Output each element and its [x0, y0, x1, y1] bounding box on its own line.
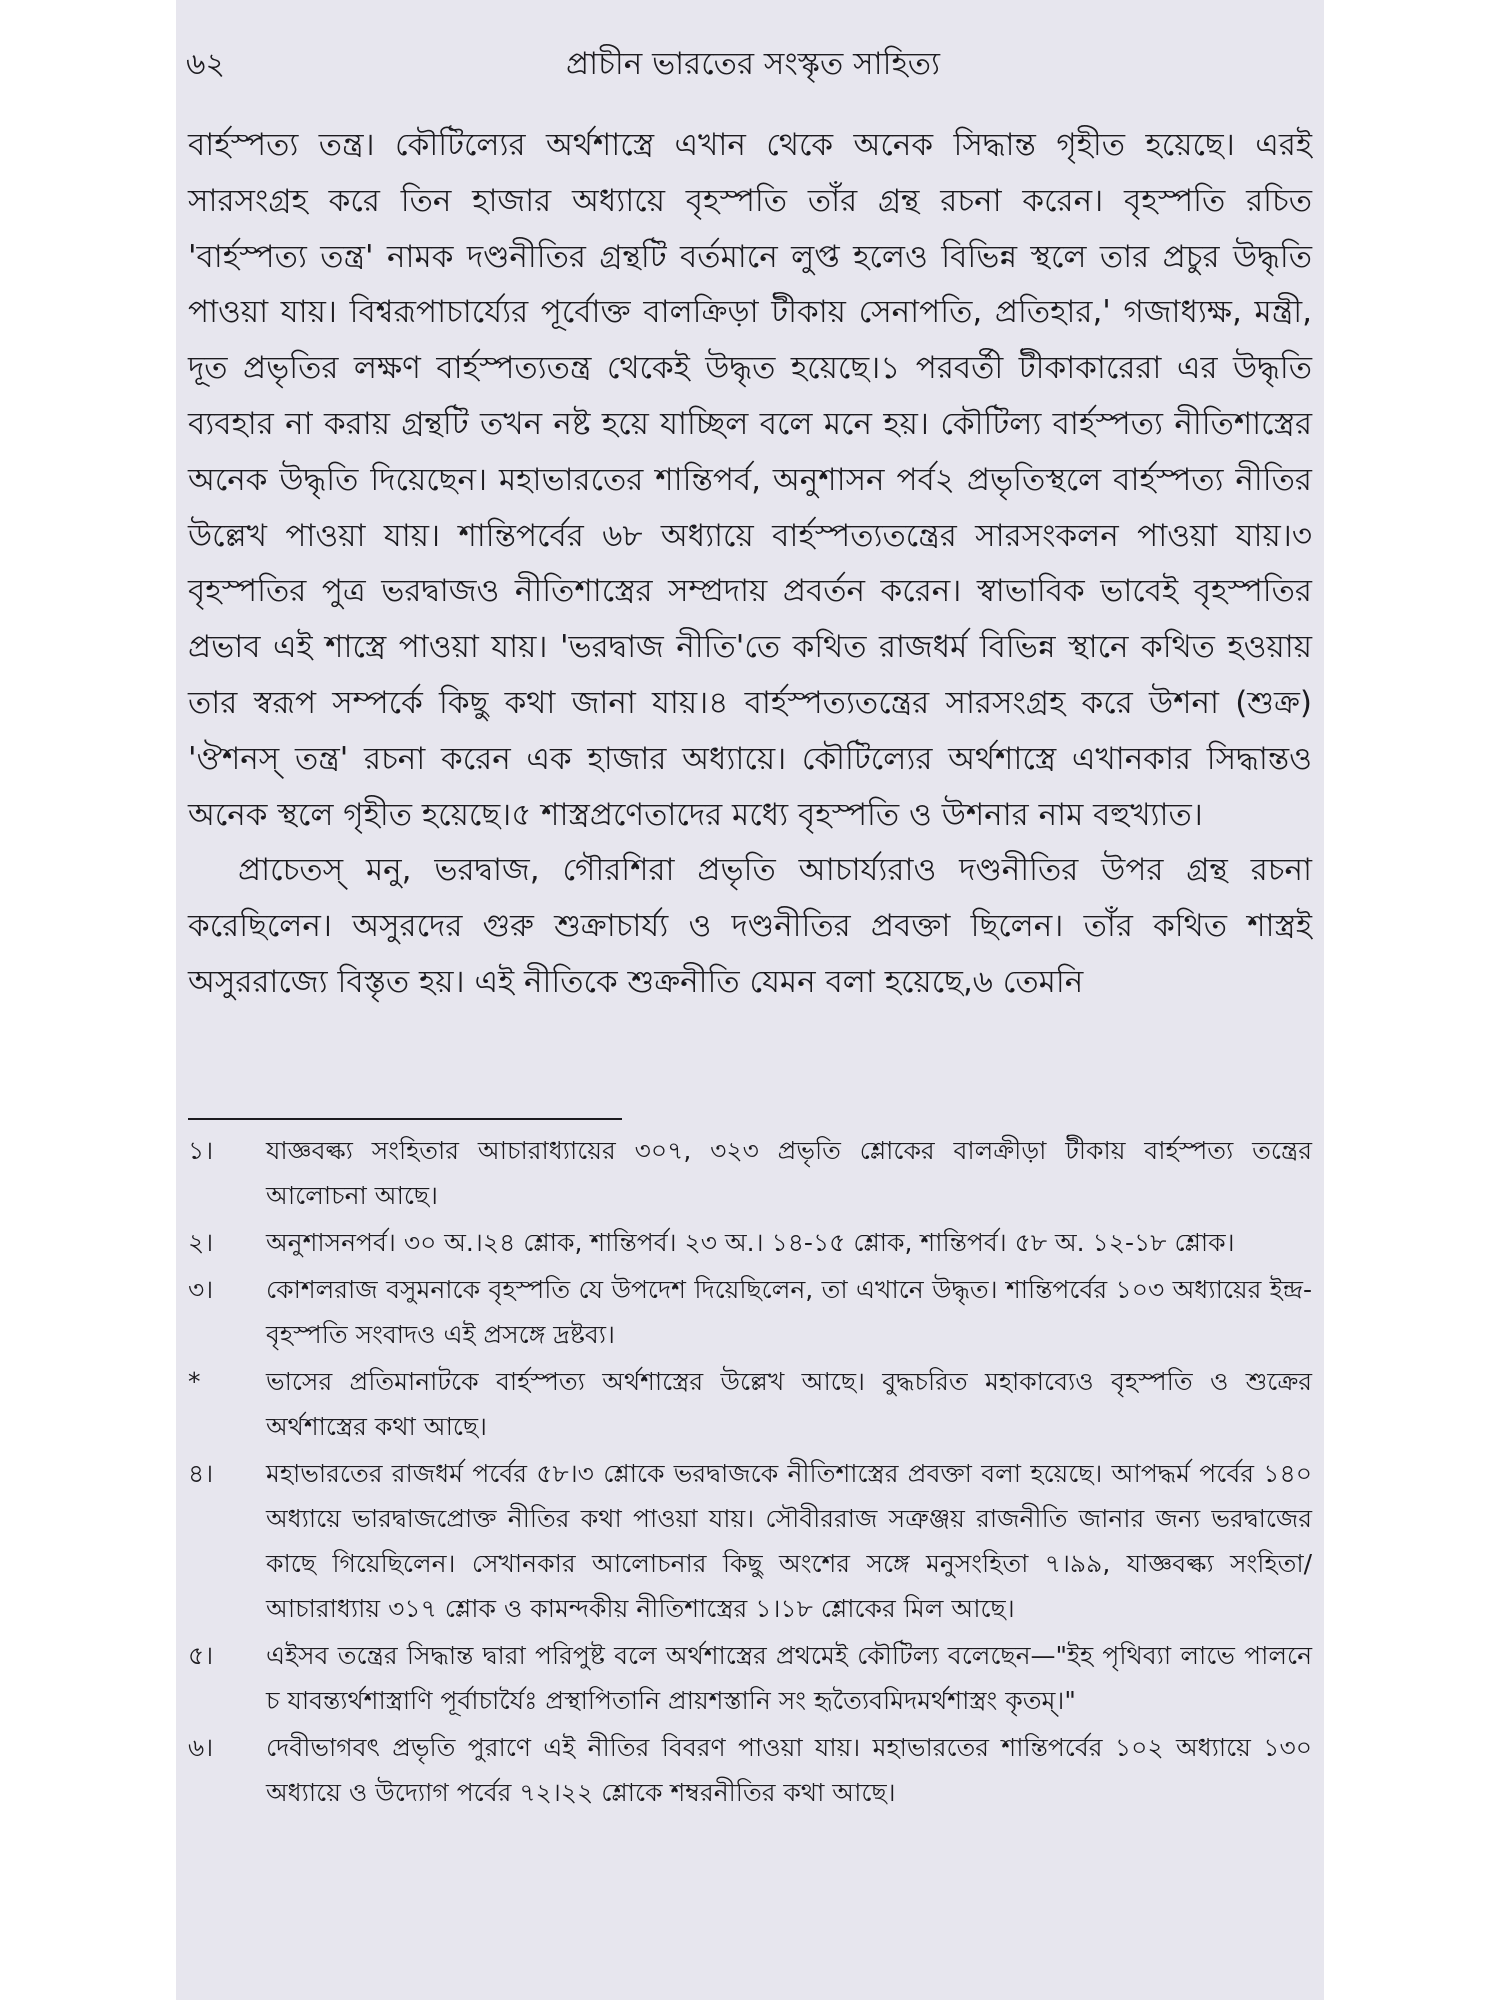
footnote-text: দেবীভাগবৎ প্রভৃতি পুরাণে এই নীতির বিবরণ পাওয়া যায়। মহাভারতের শান্তিপর্বের ১০২ অধ্যায়ে ১৩০ অধ্যায়ে ও উদ্যোগ পর্বের ৭২।২২ শ্লোকে শম্বরনীতির কথা আছে। [266, 1733, 1312, 1807]
footnote-divider [188, 1118, 622, 1120]
running-title: প্রাচীন ভারতের সংস্কৃত সাহিত্য [566, 46, 940, 82]
footnote-text: এইসব তন্ত্রের সিদ্ধান্ত দ্বারা পরিপুষ্ট বলে অর্থশাস্ত্রের প্রথমেই কৌটিল্য বলেছেন—"ইহ পৃথিব্যা লাভে পালনে চ যাবন্ত্যর্থশাস্ত্রাণি পূর্বাচার্যৈঃ প্রস্থাপিতানি প্রায়শস্তানি সং হৃত্যৈবমিদমর্থশাস্ত্রং কৃতম্।" [266, 1641, 1312, 1715]
footnote-text: অনুশাসনপর্ব। ৩০ অ.।২৪ শ্লোক, শান্তিপর্ব। ২৩ অ.। ১৪-১৫ শ্লোক, শান্তিপর্ব। ৫৮ অ. ১২-১৮ শ্লোক। [266, 1228, 1235, 1257]
footnote-marker: ২। [188, 1228, 214, 1257]
footnote-text: কোশলরাজ বসুমনাকে বৃহস্পতি যে উপদেশ দিয়েছিলেন, তা এখানে উদ্ধৃত। শান্তিপর্বের ১০৩ অধ্যায়ের ইন্দ্র-বৃহস্পতি সংবাদও এই প্রসঙ্গে দ্রষ্টব্য। [266, 1275, 1312, 1349]
page-header [182, 26, 1324, 96]
footnotes [188, 1128, 1312, 1817]
footnote-text: ভাসের প্রতিমানাটকে বার্হস্পত্য অর্থশাস্ত্রের উল্লেখ আছে। বুদ্ধচরিত মহাকাব্যেও বৃহস্পতি ও শুক্রের অর্থশাস্ত্রের কথা আছে। [266, 1367, 1312, 1441]
footnote-marker: ৪। [188, 1459, 214, 1488]
paragraph: প্রাচেতস্ মনু, ভরদ্বাজ, গৌরশিরা প্রভৃতি আচার্য্যরাও দণ্ডনীতির উপর গ্রন্থ রচনা করেছিলেন। অসুরদের গুরু শুক্রাচার্য্য ও দণ্ডনীতির প্রবক্তা ছিলেন। তাঁর কথিত শাস্ত্রই অসুররাজ্যে বিস্তৃত হয়। এই নীতিকে শুক্রনীতি যেমন বলা হয়েছে,৬ তেমনি [188, 852, 1312, 1000]
footnote [188, 1451, 1312, 1631]
footnote-text: যাজ্ঞবল্ক্য সংহিতার আচারাধ্যায়ের ৩০৭, ৩২৩ প্রভৃতি শ্লোকের বালক্রীড়া টীকায় বার্হস্পত্য তন্ত্রের আলোচনা আছে। [266, 1136, 1312, 1210]
footnote [188, 1267, 1312, 1357]
footnote-marker: ৩। [188, 1275, 214, 1304]
footnote-text: মহাভারতের রাজধর্ম পর্বের ৫৮।৩ শ্লোকে ভরদ্বাজকে নীতিশাস্ত্রের প্রবক্তা বলা হয়েছে। আপদ্ধর্ম পর্বের ১৪০ অধ্যায়ে ভারদ্বাজপ্রোক্ত নীতির কথা পাওয়া যায়। সৌবীররাজ সত্রুঞ্জয় রাজনীতি জানার জন্য ভরদ্বাজের কাছে গিয়েছিলেন। সেখানকার আলোচনার কিছু অংশের সঙ্গে মনুসংহিতা ৭।৯৯, যাজ্ঞবল্ক্য সংহিতা/আচারাধ্যায় ৩১৭ শ্লোক ও কামন্দকীয় নীতিশাস্ত্রের ১।১৮ শ্লোকের মিল আছে। [266, 1459, 1312, 1623]
footnote [188, 1359, 1312, 1449]
footnote-marker: ১। [188, 1136, 214, 1165]
body-text [188, 118, 1312, 1011]
page-number: ৬২ [186, 47, 226, 82]
footnote [188, 1725, 1312, 1815]
footnote [188, 1633, 1312, 1723]
paragraph: বার্হস্পত্য তন্ত্র। কৌটিল্যের অর্থশাস্ত্রে এখান থেকে অনেক সিদ্ধান্ত গৃহীত হয়েছে। এরই সারসংগ্রহ করে তিন হাজার অধ্যায়ে বৃহস্পতি তাঁর গ্রন্থ রচনা করেন। বৃহস্পতি রচিত 'বার্হস্পত্য তন্ত্র' নামক দণ্ডনীতির গ্রন্থটি বর্তমানে লুপ্ত হলেও বিভিন্ন স্থলে তার প্রচুর উদ্ধৃতি পাওয়া যায়। বিশ্বরূপাচার্য্যের পূর্বোক্ত বালক্রিড়া টীকায় সেনাপতি, প্রতিহার,' গজাধ্যক্ষ, মন্ত্রী, দূত প্রভৃতির লক্ষণ বার্হস্পত্যতন্ত্র থেকেই উদ্ধৃত হয়েছে।১ পরবর্তী টীকাকারেরা এর উদ্ধৃতি ব্যবহার না করায় গ্রন্থটি তখন নষ্ট হয়ে যাচ্ছিল বলে মনে হয়। কৌটিল্য বার্হস্পত্য নীতিশাস্ত্রের অনেক উদ্ধৃতি দিয়েছেন। মহাভারতের শান্তিপর্ব, অনুশাসন পর্ব২ প্রভৃতিস্থলে বার্হস্পত্য নীতির উল্লেখ পাওয়া যায়। শান্তিপর্বের ৬৮ অধ্যায়ে বার্হস্পত্যতন্ত্রের সারসংকলন পাওয়া যায়।৩ বৃহস্পতির পুত্র ভরদ্বাজও নীতিশাস্ত্রের সম্প্রদায় প্রবর্তন করেন। স্বাভাবিক ভাবেই বৃহস্পতির প্রভাব এই শাস্ত্রে পাওয়া যায়। 'ভরদ্বাজ নীতি'তে কথিত রাজধর্ম বিভিন্ন স্থানে কথিত হওয়ায় তার স্বরূপ সম্পর্কে কিছু কথা জানা যায়।৪ বার্হস্পত্যতন্ত্রের সারসংগ্রহ করে উশনা (শুক্র) 'ঔশনস্ তন্ত্র' রচনা করেন এক হাজার অধ্যায়ে। কৌটিল্যের অর্থশাস্ত্রে এখানকার সিদ্ধান্তও অনেক স্থলে গৃহীত হয়েছে।৫ শাস্ত্রপ্রণেতাদের মধ্যে বৃহস্পতি ও উশনার নাম বহুখ্যাত। [188, 127, 1312, 833]
book-page [176, 0, 1324, 2000]
footnote [188, 1220, 1312, 1265]
footnote-marker: * [188, 1367, 201, 1396]
footnote [188, 1128, 1312, 1218]
footnote-marker: ৫। [188, 1641, 214, 1670]
footnote-marker: ৬। [188, 1733, 214, 1762]
